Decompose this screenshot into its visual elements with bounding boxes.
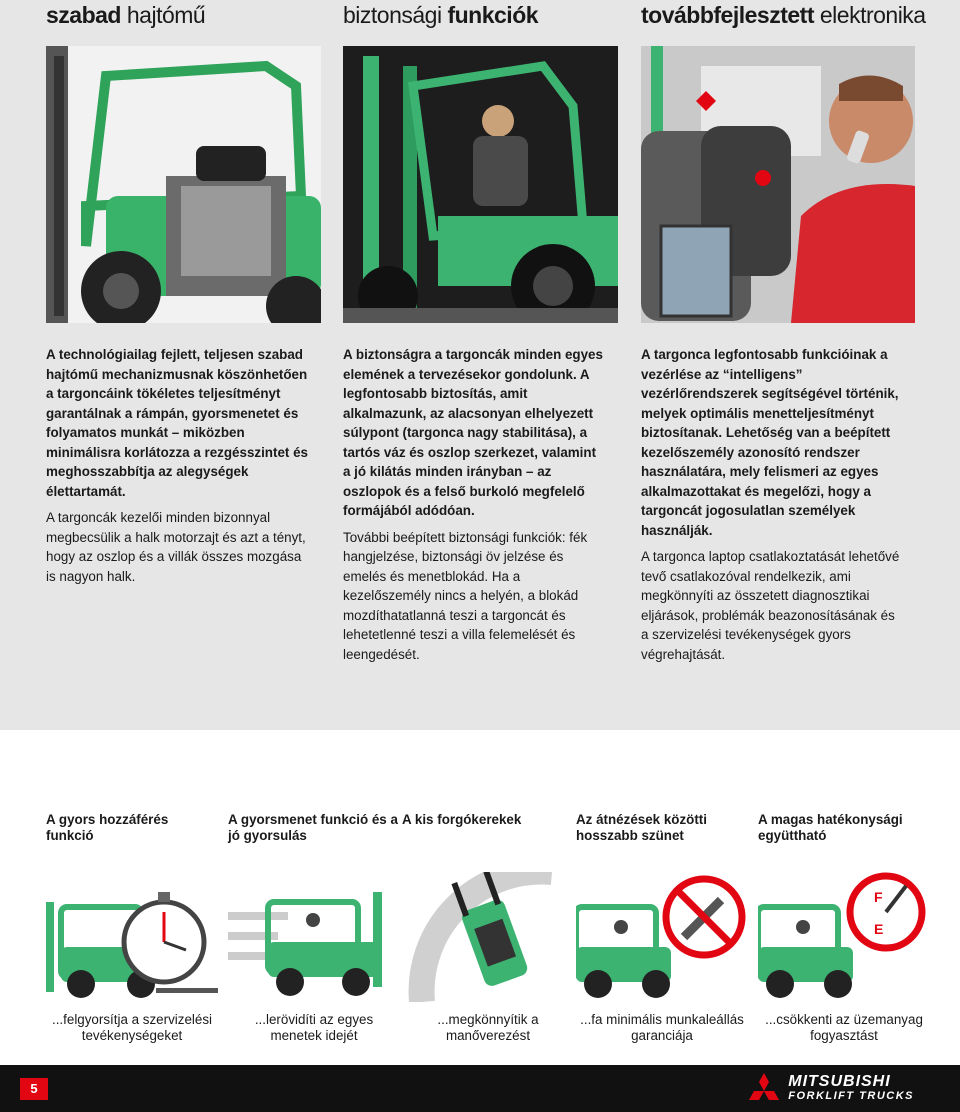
brand-line-1: MITSUBISHI [788, 1073, 891, 1090]
feature-caption: ...csökkenti az üzemanyag fogyasztást [765, 1012, 923, 1043]
safety-paragraph-1: A biztonságra a targoncák minden egyes elemének a tervezésekor gondolunk. A legfontosabb biztosítás, amit alkalmazunk, az alacsonyan elhelyezett súlypont (targonca nagy stabilitása), a tartós váz és oszlop szerkezet, valamint a jó kilátás minden irányban – az oszlopok és a felső burkoló megfelelő formájából adódóan. [343, 347, 603, 518]
safety-description [343, 345, 605, 671]
feature-caption: ...fa minimális munkaleállás garanciája [580, 1012, 744, 1043]
feature-title: Az átnézések közötti hosszabb szünet [576, 812, 707, 843]
safety-paragraph-2: További beépített biztonsági funkciók: fék hangjelzése, biztonsági öv jelzése és emelés és menetblokád. Ha a kezelőszemély nincs a helyén, a blokád mozdíthatatlanná teszi a targoncát és lehetetlenné teszi a villa felemelését és leengedését. [343, 529, 588, 662]
fuel-gauge-icon [758, 872, 930, 1002]
brand-line-2: FORKLIFT TRUCKS [788, 1090, 914, 1102]
feature-title: A magas hatékonysági együttható [758, 812, 903, 843]
feature-quick-access [46, 812, 218, 1043]
brand-text [788, 1075, 914, 1103]
gauge-empty-label: E [874, 921, 884, 937]
feature-title: A gyors hozzáférés funkció [46, 812, 169, 843]
three-diamonds-icon [746, 1073, 782, 1105]
column-title-safety: biztonsági funkciók [343, 2, 539, 28]
mitsubishi-logo [746, 1073, 914, 1105]
technician-laptop-photo [641, 46, 915, 323]
feature-fast-drive [228, 812, 400, 1043]
speed-blur-icon [228, 872, 400, 1002]
electronics-paragraph-1: A targonca legfontosabb funkcióinak a vezérlése az “intelligens” vezérlőrendszerek segítségével történik, melyek optimális menetteljesítményt biztosítanak. Lehetőség van a beépített kezelőszemély azonosító rendszer használatára, mely felismeri az egyes alkalmazottakat és megelőzi, hogy a targoncát jogosulatlan személyek használják. [641, 347, 899, 538]
electronics-paragraph-2: A targonca laptop csatlakoztatását lehetővé tevő csatlakozóval rendelkezik, ami megkönnyíti az összetett diagnosztikai eljárások, problémák beazonosításának és a szervizelési tevékenységek gyors végrehajtását. [641, 549, 900, 662]
feature-small-wheels [402, 812, 574, 1043]
feature-title: A kis forgókerekek [402, 812, 522, 827]
column-title-electronics: továbbfejlesztett elektronika [641, 2, 926, 28]
gauge-full-label: F [874, 889, 883, 905]
page-number: 5 [20, 1078, 48, 1100]
feature-caption: ...megkönnyítik a manőverezést [437, 1012, 539, 1043]
feature-efficiency [758, 812, 930, 1043]
electronics-description [641, 345, 903, 671]
no-wrench-icon [576, 872, 748, 1002]
operator-forklift-photo [343, 46, 618, 323]
features-row [0, 800, 960, 1060]
feature-caption: ...felgyorsítja a szervizelési tevékenységeket [51, 1012, 212, 1043]
feature-title: A gyorsmenet funkció és a jó gyorsulás [228, 812, 398, 843]
column-title-drive: szabad hajtómű [46, 2, 206, 28]
drive-description [46, 345, 308, 593]
footer-bar [0, 1065, 960, 1112]
forklift-cutaway-photo [46, 46, 321, 323]
drive-paragraph-2: A targoncák kezelői minden bizonnyal megbecsülik a halk motorzajt és azt a tényt, hogy az oszlop és a villák összes mozgása is nagyon halk. [46, 510, 306, 584]
feature-caption: ...lerövidíti az egyes menetek idejét [254, 1012, 374, 1043]
drive-paragraph-1: A technológiailag fejlett, teljesen szabad hajtómű mechanizmusnak köszönhetően a targoncáink tökéletes teljesítményt garantálnak a rámpán, gyorsmenetet és folyamatos munkát – miközben minimálisra korlátozza a rezgésszintet és meghosszabbítja az alegységek élettartamát. [46, 347, 308, 499]
feature-service-interval [576, 812, 748, 1043]
stopwatch-icon [46, 872, 218, 1002]
turning-circle-icon [402, 872, 574, 1002]
